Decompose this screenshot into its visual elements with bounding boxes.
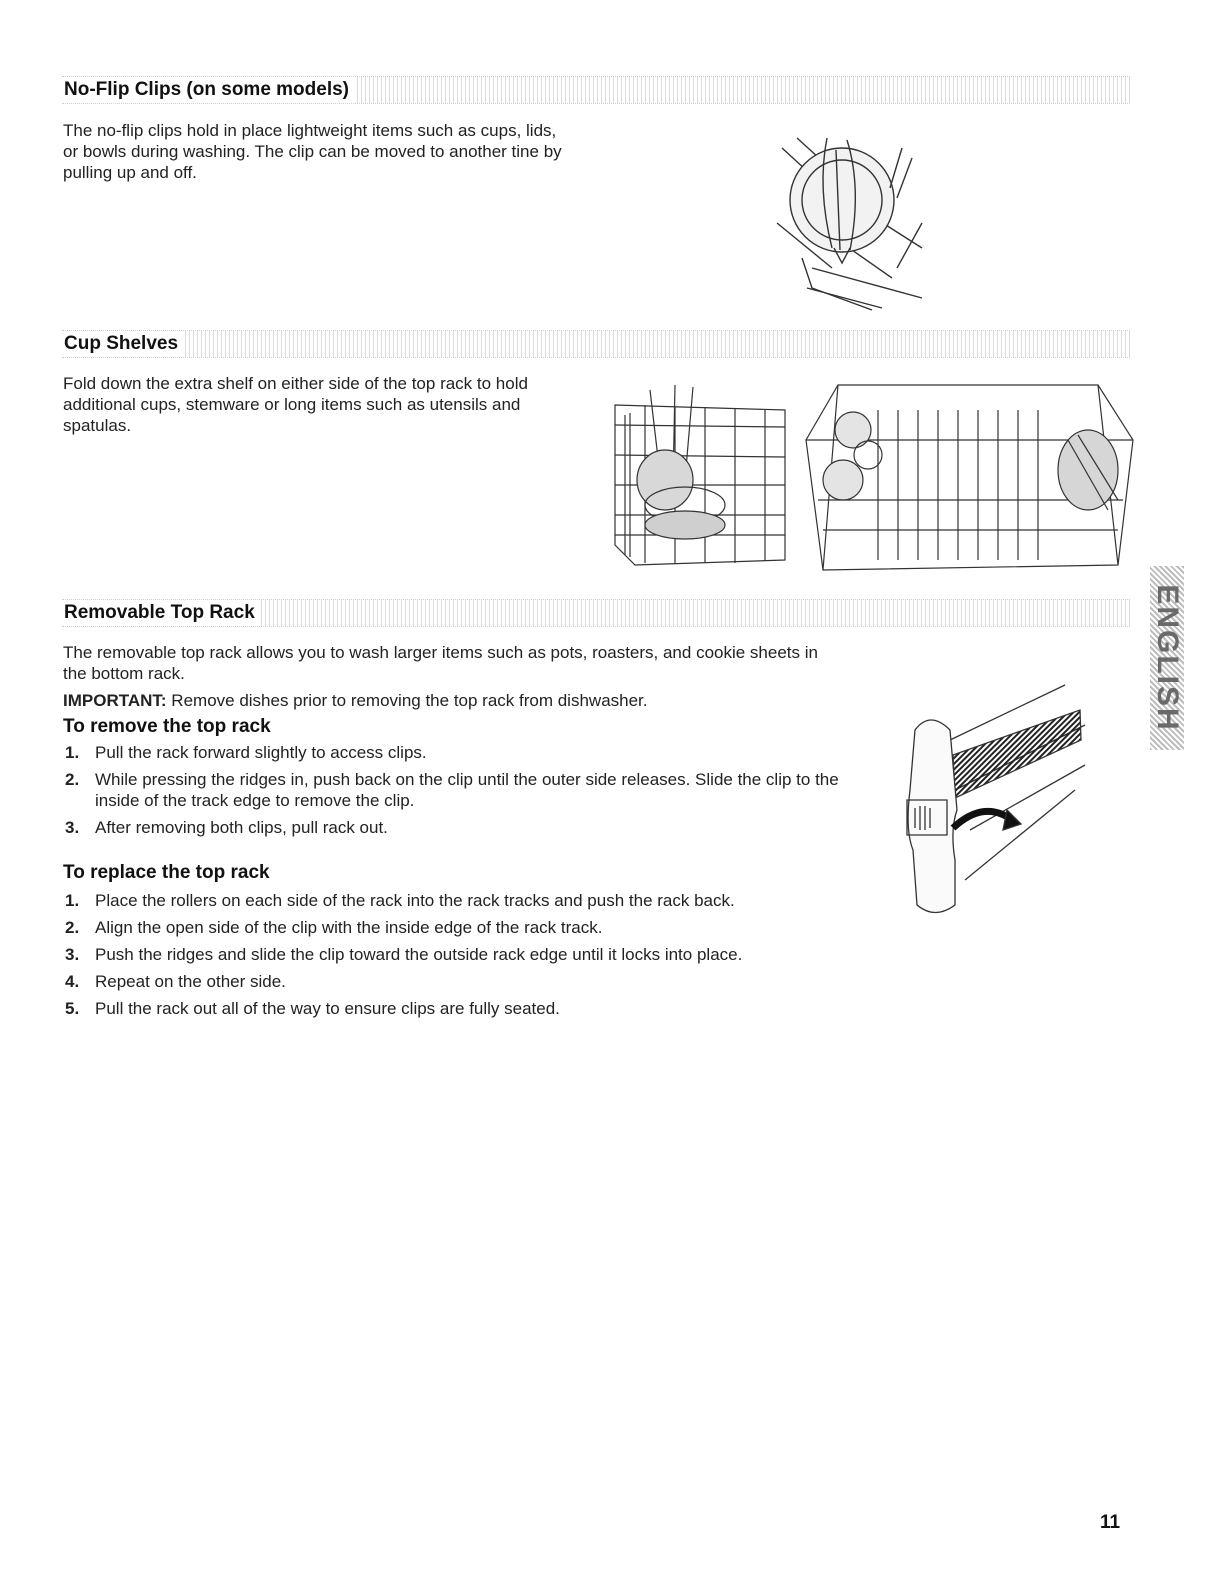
section-title: Removable Top Rack (62, 600, 261, 626)
replace-rack-subheading: To replace the top rack (63, 862, 270, 883)
important-note (63, 690, 843, 711)
cup-shelf-side-illustration (605, 385, 805, 580)
removable-rack-intro: The removable top rack allows you to wash larger items such as pots, roasters, and cookie sheets in the bottom rack. (63, 643, 818, 683)
page-number: 11 (1100, 1512, 1121, 1533)
important-label: IMPORTANT: (63, 691, 167, 710)
list-item: 5. Pull the rack out all of the way to ensure clips are fully seated. (65, 999, 560, 1018)
no-flip-clip-illustration (772, 128, 932, 313)
list-item: 2. While pressing the ridges in, push back on the clip until the outer side releases. Slide the clip to the inside of the track edge to remove the clip. (65, 770, 839, 810)
no-flip-clips-description: The no-flip clips hold in place lightweight items such as cups, lids, or bowls during washing. The clip can be moved to another tine by pulling up and off. (63, 121, 562, 182)
section-title: Cup Shelves (62, 331, 184, 357)
language-side-tab (1150, 566, 1184, 750)
list-item: 3. Push the ridges and slide the clip toward the outside rack edge until it locks into place. (65, 945, 743, 964)
important-text: Remove dishes prior to removing the top rack from dishwasher. (171, 691, 648, 710)
language-label: ENGLISH (1151, 584, 1184, 732)
list-item: 1. Pull the rack forward slightly to access clips. (65, 743, 427, 762)
rack-clip-illustration (895, 680, 1095, 920)
remove-steps-list (63, 742, 863, 844)
list-item: 1. Place the rollers on each side of the rack into the rack tracks and push the rack back. (65, 891, 735, 910)
section-header-no-flip-clips (62, 76, 1130, 104)
replace-steps-list (63, 890, 863, 1025)
list-item: 2. Align the open side of the clip with the inside edge of the rack track. (65, 918, 603, 937)
top-rack-illustration (798, 380, 1143, 580)
section-header-removable-top-rack (62, 599, 1130, 627)
list-item: 4. Repeat on the other side. (65, 972, 286, 991)
section-header-cup-shelves (62, 330, 1130, 358)
list-item: 3. After removing both clips, pull rack out. (65, 818, 388, 837)
remove-rack-subheading: To remove the top rack (63, 716, 271, 737)
cup-shelves-description: Fold down the extra shelf on either side of the top rack to hold additional cups, stemware or long items such as utensils and spatulas. (63, 374, 528, 435)
section-title: No-Flip Clips (on some models) (62, 77, 355, 103)
